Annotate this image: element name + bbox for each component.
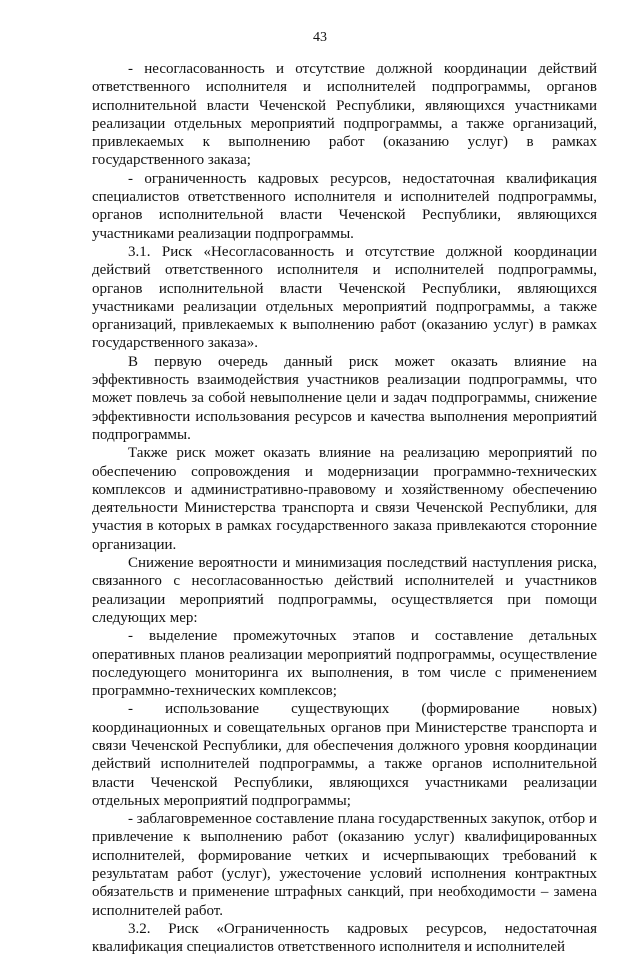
paragraph-influence-efficiency: В первую очередь данный риск может оказать влияние на эффективность взаимодействия участников реализации подпрограммы, что может повлечь за собой невыполнение цели и задач подпрограммы, снижение эффективности использования ресурсов и качества выполнения мероприятий подпрограммы. bbox=[92, 353, 597, 443]
paragraph-measure-stages: - выделение промежуточных этапов и составление детальных оперативных планов реализации мероприятий подпрограммы, осуществление последующего мониторинга их выполнения, в том числе с применением программно-технических комплексов; bbox=[92, 628, 597, 700]
paragraph-section-3-2: 3.2. Риск «Ограниченность кадровых ресурсов, недостаточная квалификация специалистов ответственного исполнителя и исполнителей bbox=[92, 920, 597, 956]
paragraph-measure-bodies: - использование существующих (формирование новых) координационных и совещательных органов при Министерстве транспорта и связи Чеченской Республики, для обеспечения должного уровня координации действий исполнителей подпрограммы, а также органов исполнительной власти Чеченской Республики, являющихся участниками реализации отдельных мероприятий подпрограммы; bbox=[92, 701, 597, 809]
paragraph-measure-procurement: - заблаговременное составление плана государственных закупок, отбор и привлечение к выполнению работ (оказанию услуг) квалифицированных исполнителей, формирование четких и исчерпывающих требований к результатам работ (услуг), ужесточение условий исполнения контрактных обязательств и применение штрафных санкций, при необходимости – замена исполнителей работ. bbox=[92, 811, 597, 919]
document-body bbox=[92, 60, 597, 957]
paragraph-section-3-1: 3.1. Риск «Несогласованность и отсутствие должной координации действий ответственного исполнителя и исполнителей подпрограммы, органов исполнительной власти Чеченской Республики, являющихся участниками реализации отдельных мероприятий подпрограммы, а также организаций, привлекаемых к выполнению работ (оказанию услуг) в рамках государственного заказа». bbox=[92, 243, 597, 352]
page-number: 43 bbox=[313, 30, 327, 45]
paragraph-influence-support: Также риск может оказать влияние на реализацию мероприятий по обеспечению сопровождения и модернизации программно-технических комплексов и административно-правовому и хозяйственному обеспечению деятельности Министерства транспорта и связи Чеченской Республики, для участия в которых в рамках государственного заказа привлекаются сторонние организации. bbox=[92, 445, 597, 553]
paragraph-mitigation-intro: Снижение вероятности и минимизация последствий наступления риска, связанного с несогласованностью действий исполнителей и участников реализации мероприятий подпрограммы, осуществляется при помощи следующих мер: bbox=[92, 555, 597, 626]
paragraph-risk-coordination: - несогласованность и отсутствие должной координации действий ответственного исполнителя и исполнителей подпрограммы, органов исполнительной власти Чеченской Республики, являющихся участниками реализации отдельных мероприятий подпрограммы, а также организаций, привлекаемых к выполнению работ (оказанию услуг) в рамках государственного заказа; bbox=[92, 61, 597, 169]
paragraph-risk-staff: - ограниченность кадровых ресурсов, недостаточная квалификация специалистов ответственного исполнителя и исполнителей подпрограммы, органов исполнительной власти Чеченской Республики, являющихся участниками реализации подпрограммы. bbox=[92, 170, 597, 242]
